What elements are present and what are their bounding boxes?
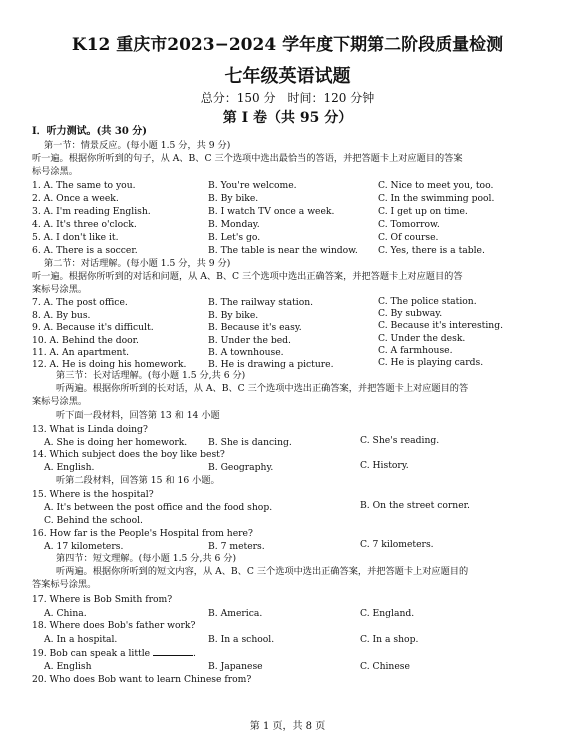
part1-instruction-2: 标号涂黑。 xyxy=(32,166,78,177)
part1-instruction: 听一遍。根据你所听到的句子，从 A、B、C 三个选项中选出最恰当的答语，并把答题卡上对应题目的答案 xyxy=(32,153,463,164)
q15-option-a: A. It's between the post office and the food shop. xyxy=(44,502,273,513)
q16-option-c: C. 7 kilometers. xyxy=(360,539,434,550)
q18-option-b: B. In a school. xyxy=(208,634,275,645)
page-number: 第 1 页，共 8 页 xyxy=(249,721,326,732)
q2-option-a: 2. A. Once a week. xyxy=(32,193,119,204)
q1-option-c: C. Nice to meet you, too. xyxy=(378,180,494,191)
q16-stem: 16. How far is the People's Hospital from here? xyxy=(32,528,253,539)
score-time: 总分：150 分 时间：120 分钟 xyxy=(200,91,375,105)
q9-option-b: B. Because it's easy. xyxy=(208,322,302,333)
q19-option-c: C. Chinese xyxy=(360,661,410,672)
q8-option-c: C. By subway. xyxy=(378,308,443,319)
q3-option-c: C. I get up on time. xyxy=(378,206,468,217)
q4-option-c: C. Tomorrow. xyxy=(378,219,440,230)
q1-option-a: 1. A. The same to you. xyxy=(32,180,136,191)
q9-option-a: 9. A. Because it's difficult. xyxy=(32,322,154,333)
q18-option-a: A. In a hospital. xyxy=(44,634,118,645)
q18-stem: 18. Where does Bob's father work? xyxy=(32,620,196,631)
q14-option-b: B. Geography. xyxy=(208,462,274,473)
q13-stem: 13. What is Linda doing? xyxy=(32,424,148,435)
q4-option-a: 4. A. It's three o'clock. xyxy=(32,219,137,230)
q4-option-b: B. Monday. xyxy=(208,219,260,230)
q13-option-c: C. She's reading. xyxy=(360,435,440,446)
q3-option-b: B. I watch TV once a week. xyxy=(208,206,335,217)
q6-option-a: 6. A. There is a soccer. xyxy=(32,245,138,256)
q9-option-c: C. Because it's interesting. xyxy=(378,320,504,331)
q10-option-c: C. Under the desk. xyxy=(378,333,466,344)
q17-option-c: C. England. xyxy=(360,608,415,619)
q5-option-c: C. Of course. xyxy=(378,232,439,243)
q6-option-b: B. The table is near the window. xyxy=(208,245,358,256)
part3-material-2: 听第二段材料，回答第 15 和 16 小题。 xyxy=(56,475,220,486)
q3-option-a: 3. A. I'm reading English. xyxy=(32,206,151,217)
q19-stem-text: 19. Bob can speak a little xyxy=(32,648,151,659)
q17-option-b: B. America. xyxy=(208,608,263,619)
part4-instruction-2: 答案标号涂黑。 xyxy=(32,579,97,590)
q12-option-a: 12. A. He is doing his homework. xyxy=(32,359,187,370)
part3-instruction-2: 案标号涂黑。 xyxy=(32,396,88,407)
q12-option-c: C. He is playing cards. xyxy=(378,357,484,368)
q11-option-c: C. A farmhouse. xyxy=(378,345,453,356)
q15-option-b: B. On the street corner. xyxy=(360,500,470,511)
q19-option-b: B. Japanese xyxy=(208,661,263,672)
part3-instruction: 听两遍。根据你所听到的长对话，从 A、B、C 三个选项中选出正确答案，并把答题卡上对应题目的答 xyxy=(56,383,469,394)
q7-option-b: B. The railway station. xyxy=(208,297,314,308)
section-heading: Ⅰ．听力测试。(共 30 分) xyxy=(32,126,148,137)
q19-stem xyxy=(32,647,196,659)
q17-option-a: A. China. xyxy=(44,608,87,619)
q14-option-c: C. History. xyxy=(360,460,409,471)
q11-option-b: B. A townhouse. xyxy=(208,347,284,358)
q5-option-b: B. Let's go. xyxy=(208,232,261,243)
part1-title: 第一节：情景反应。(每小题 1.5 分，共 9 分) xyxy=(44,140,231,151)
exam-title: K12 重庆市2023−2024 学年度下期第二阶段质量检测 xyxy=(71,35,504,55)
part2-instruction-2: 案标号涂黑。 xyxy=(32,284,88,295)
q15-stem: 15. Where is the hospital? xyxy=(32,489,154,500)
q5-option-a: 5. A. I don't like it. xyxy=(32,232,119,243)
exam-subtitle: 七年级英语试题 xyxy=(224,66,351,87)
q7-option-a: 7. A. The post office. xyxy=(32,297,128,308)
q17-stem: 17. Where is Bob Smith from? xyxy=(32,594,173,605)
q20-stem: 20. Who does Bob want to learn Chinese from? xyxy=(32,674,252,685)
q13-option-a: A. She is doing her homework. xyxy=(44,437,188,448)
q2-option-b: B. By bike. xyxy=(208,193,259,204)
q16-option-b: B. 7 meters. xyxy=(208,541,265,552)
q19-stem-end: . xyxy=(193,648,196,659)
part3-material-1: 听下面一段材料，回答第 13 和 14 小题 xyxy=(56,410,220,421)
q15-option-c: C. Behind the school. xyxy=(44,515,143,526)
q8-option-b: B. By bike. xyxy=(208,310,259,321)
q14-stem: 14. Which subject does the boy like best? xyxy=(32,449,225,460)
part3-title: 第三节：长对话理解。(每小题 1.5 分,共 6 分) xyxy=(56,370,246,381)
q1-option-b: B. You're welcome. xyxy=(208,180,297,191)
q19-blank xyxy=(153,647,193,656)
part2-instruction: 听一遍。根据你所听到的对话和问题，从 A、B、C 三个选项中选出正确答案，并把答题卡上对应题目的答 xyxy=(32,271,463,282)
q13-option-b: B. She is dancing. xyxy=(208,437,292,448)
q12-option-b: B. He is drawing a picture. xyxy=(208,359,334,370)
volume-heading: 第 I 卷（共 95 分） xyxy=(222,110,353,126)
q16-option-a: A. 17 kilometers. xyxy=(44,541,124,552)
part2-title: 第二节：对话理解。(每小题 1.5 分，共 9 分) xyxy=(44,258,231,269)
part4-instruction: 听两遍。根据你所听到的短文内容，从 A、B、C 三个选项中选出正确答案，并把答题卡上对应题目的 xyxy=(56,566,469,577)
q18-option-c: C. In a shop. xyxy=(360,634,419,645)
q19-option-a: A. English xyxy=(44,661,92,672)
q6-option-c: C. Yes, there is a table. xyxy=(378,245,485,256)
part4-title: 第四节：短文理解。(每小题 1.5 分,共 6 分) xyxy=(56,553,237,564)
q11-option-a: 11. A. An apartment. xyxy=(32,347,130,358)
q7-option-c: C. The police station. xyxy=(378,296,477,307)
q10-option-a: 10. A. Behind the door. xyxy=(32,335,139,346)
q8-option-a: 8. A. By bus. xyxy=(32,310,91,321)
q2-option-c: C. In the swimming pool. xyxy=(378,193,495,204)
q10-option-b: B. Under the bed. xyxy=(208,335,291,346)
q14-option-a: A. English. xyxy=(44,462,95,473)
